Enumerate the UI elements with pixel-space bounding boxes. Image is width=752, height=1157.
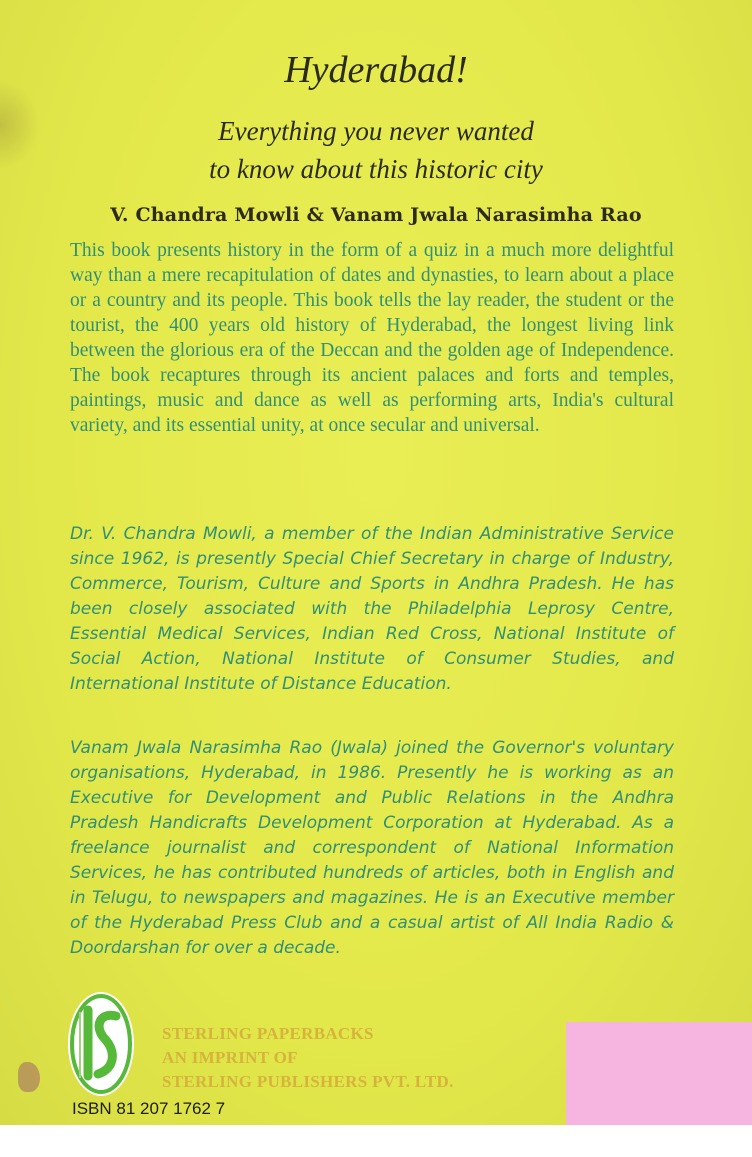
author-bio-mowli: Dr. V. Chandra Mowli, a member of the Indian Administrative Service since 1962, is presently Special Chief Secretary in charge of Industry, Commerce, Tourism, Culture and Sports in Andhra Pradesh. He has been closely associated with the Philadelphia Leprosy Centre, Essential Medical Services, Indian Red Cross, National Institute of Social Action, National Institute of Consumer Studies, and International Institute of Distance Education.	[70, 524, 674, 694]
author-bio-rao: Vanam Jwala Narasimha Rao (Jwala) joined the Governor's voluntary organisations, Hyderabad, in 1986. Presently he is working as an Executive for Development and Public Relations in the Andhra Pradesh Handicrafts Development Corporation at Hyderabad. As a freelance journalist and correspondent of National Information Services, he has contributed hundreds of articles, both in English and in Telugu, to newspapers and magazines. He is an Executive member of the Hyderabad Press Club and a casual artist of All India Radio & Doordarshan for over a decade.	[70, 738, 674, 958]
book-subtitle	[0, 112, 752, 188]
subtitle-line-1: Everything you never wanted	[218, 116, 534, 146]
book-title: Hyderabad!	[284, 49, 468, 91]
book-description: This book presents history in the form of a quiz in a much more delightful way than a mere recapitulation of dates and dynasties, to learn about a place or a country and its people. This book tells the lay reader, the student or the tourist, the 400 years old history of Hyderabad, the longest living link between the glorious era of the Deccan and the golden age of Independence. The book recaptures through its ancient palaces and forts and temples, paintings, music and dance as well as performing arts, India's cultural variety, and its essential unity, at once secular and universal.	[70, 240, 674, 436]
publisher-line-3: STERLING PUBLISHERS PVT. LTD.	[162, 1072, 454, 1091]
publisher-line-1: STERLING PAPERBACKS	[162, 1024, 374, 1043]
book-authors: V. Chandra Mowli & Vanam Jwala Narasimha Rao	[110, 204, 642, 226]
price-sticker	[566, 1022, 752, 1125]
publisher-line-2: AN IMPRINT OF	[162, 1048, 298, 1067]
sterling-logo-icon	[66, 990, 136, 1098]
isbn-number: ISBN 81 207 1762 7	[72, 1099, 226, 1118]
publisher-imprint	[162, 1022, 454, 1094]
subtitle-line-2: to know about this historic city	[209, 154, 543, 184]
damage-mark	[18, 1062, 40, 1092]
